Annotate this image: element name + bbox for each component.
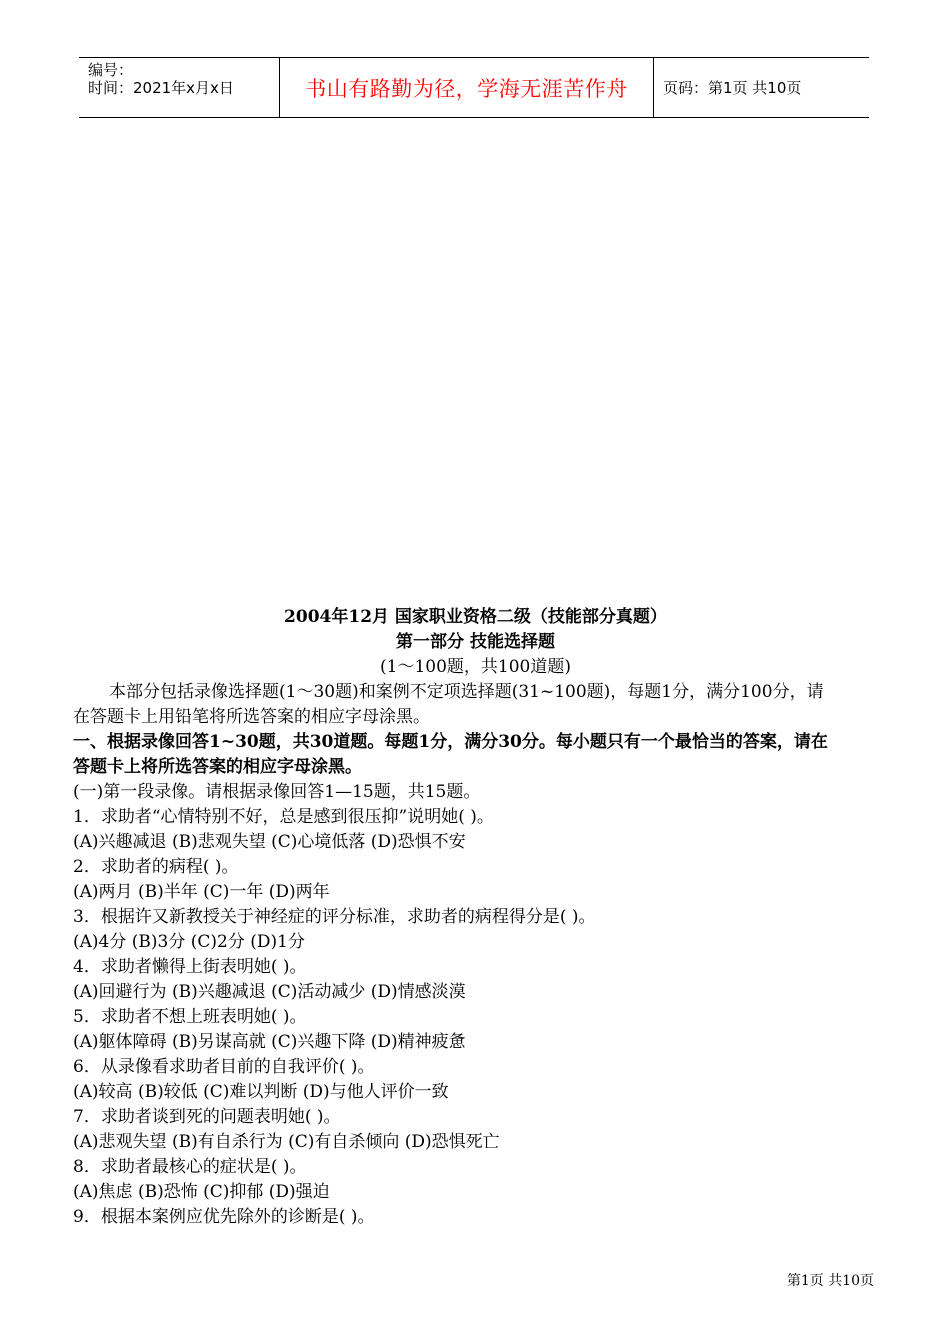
part-heading: 第一部分 技能选择题 xyxy=(396,632,555,652)
question-options: (A)4分 (B)3分 (C)2分 (D)1分 xyxy=(73,932,305,952)
question-options: (A)兴趣减退 (B)悲观失望 (C)心境低落 (D)恐惧不安 xyxy=(73,832,466,852)
question-text: 5．求助者不想上班表明她( )。 xyxy=(73,1007,307,1027)
question-text: 9．根据本案例应优先除外的诊断是( )。 xyxy=(73,1207,375,1227)
question-options: (A)悲观失望 (B)有自杀行为 (C)有自杀倾向 (D)恐惧死亡 xyxy=(73,1132,500,1152)
question-options: (A)较高 (B)较低 (C)难以判断 (D)与他人评价一致 xyxy=(73,1082,449,1102)
question-options: (A)躯体障碍 (B)另谋高就 (C)兴趣下降 (D)精神疲惫 xyxy=(73,1032,466,1052)
question-options: (A)两月 (B)半年 (C)一年 (D)两年 xyxy=(73,882,330,902)
question-text: 4．求助者懒得上街表明她( )。 xyxy=(73,957,307,977)
question-options: (A)回避行为 (B)兴趣减退 (C)活动减少 (D)情感淡漠 xyxy=(73,982,466,1002)
number-label: 编号： xyxy=(88,61,134,79)
page-footer: 第1页 共10页 xyxy=(786,1273,874,1289)
time-label: 时间：2021年x月x日 xyxy=(88,79,234,97)
section-heading-line-1: 一、根据录像回答1~30题，共30道题。每题1分，满分30分。每小题只有一个最恰当的答案，请在 xyxy=(73,732,828,752)
header-meta-cell xyxy=(79,58,280,117)
question-text: 3．根据许又新教授关于神经症的评分标准，求助者的病程得分是( )。 xyxy=(73,907,596,927)
question-text: 6．从录像看求助者目前的自我评价( )。 xyxy=(73,1057,375,1077)
doc-title: 2004年12月 国家职业资格二级（技能部分真题） xyxy=(284,607,667,627)
intro-line-1: 本部分包括录像选择题(1～30题)和案例不定项选择题(31~100题)，每题1分，满分100分，请 xyxy=(109,682,824,702)
question-text: 8．求助者最核心的症状是( )。 xyxy=(73,1157,307,1177)
subsection-heading: (一)第一段录像。请根据录像回答1—15题，共15题。 xyxy=(73,782,481,802)
question-text: 7．求助者谈到死的问题表明她( )。 xyxy=(73,1107,341,1127)
header-page-label: 页码：第1页 共10页 xyxy=(663,79,802,97)
question-options: (A)焦虑 (B)恐怖 (C)抑郁 (D)强迫 xyxy=(73,1182,330,1202)
question-text: 1．求助者“心情特别不好，总是感到很压抑”说明她( )。 xyxy=(73,807,494,827)
header-motto: 书山有路勤为径，学海无涯苦作舟 xyxy=(280,58,654,117)
question-text: 2．求助者的病程( )。 xyxy=(73,857,239,877)
document-header xyxy=(79,57,869,118)
intro-line-2: 在答题卡上用铅笔将所选答案的相应字母涂黑。 xyxy=(73,707,430,727)
question-range: (1～100题，共100道题) xyxy=(380,657,571,677)
document-body xyxy=(73,605,878,1230)
section-heading-line-2: 答题卡上将所选答案的相应字母涂黑。 xyxy=(73,757,362,777)
